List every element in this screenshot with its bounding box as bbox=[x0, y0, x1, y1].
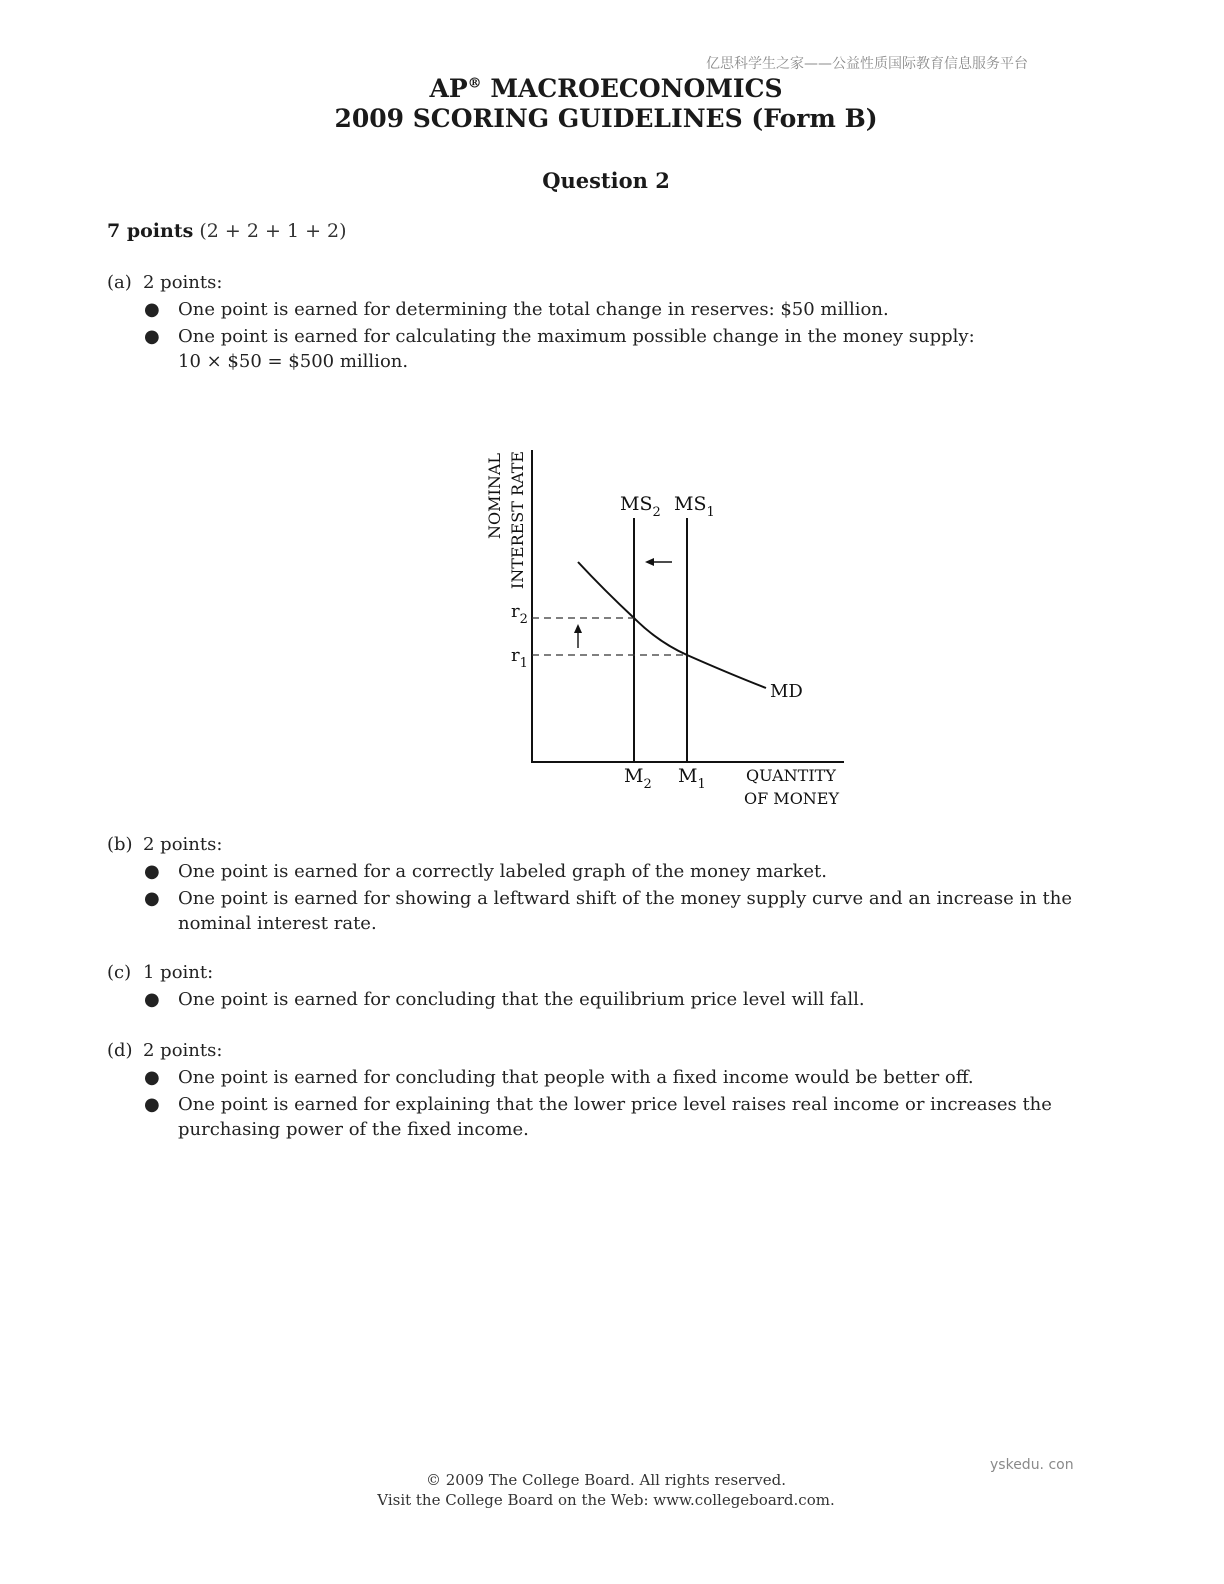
section-d-head bbox=[107, 1038, 1107, 1063]
bullet-icon: ● bbox=[144, 989, 160, 1010]
section-d bbox=[107, 1038, 1107, 1144]
md-label: MD bbox=[770, 681, 803, 702]
footer-copyright: © 2009 The College Board. All rights reserved. bbox=[426, 1471, 786, 1489]
bullet-icon: ● bbox=[144, 299, 160, 320]
list-item: ● One point is earned for a correctly labeled graph of the money market. bbox=[144, 861, 827, 882]
section-a-points: 2 points: bbox=[143, 272, 223, 293]
question-heading: Question 2 bbox=[542, 168, 670, 193]
section-c-points: 1 point: bbox=[143, 962, 214, 983]
bullet-icon: ● bbox=[144, 1094, 160, 1115]
y-axis-label-line2: INTEREST RATE bbox=[508, 450, 527, 590]
section-b-head bbox=[107, 832, 1107, 857]
section-c-head bbox=[107, 960, 1107, 985]
section-c bbox=[107, 960, 1107, 1014]
ms2-label: $MS_2$ bbox=[620, 493, 661, 520]
list-item: ● One point is earned for determining the total change in reserves: $50 million. bbox=[144, 299, 889, 320]
section-b-points: 2 points: bbox=[143, 834, 223, 855]
section-b bbox=[107, 832, 1107, 938]
section-d-label: (d) bbox=[107, 1040, 133, 1061]
list-item: ● One point is earned for explaining that the lower price level raises real income or increases the purchasing power of the fixed income. bbox=[144, 1094, 1052, 1140]
section-c-label: (c) bbox=[107, 962, 132, 983]
ms1-label: $MS_1$ bbox=[674, 493, 715, 520]
bullet-icon: ● bbox=[144, 326, 160, 347]
rate-up-arrowhead bbox=[574, 624, 582, 633]
bullet-icon: ● bbox=[144, 861, 160, 882]
section-d-bullets bbox=[107, 1065, 1107, 1142]
x-axis-label-line2: OF MONEY bbox=[744, 789, 840, 808]
total-points-detail: (2 + 2 + 1 + 2) bbox=[193, 220, 347, 242]
watermark-bottom: yskedu. con bbox=[990, 1457, 1074, 1473]
y-axis-label-line1: NOMINAL bbox=[485, 453, 504, 539]
section-b-label: (b) bbox=[107, 834, 133, 855]
footer-visit: Visit the College Board on the Web: www.collegeboard.com. bbox=[377, 1491, 835, 1509]
bullet-icon: ● bbox=[144, 1067, 160, 1088]
m2-label: $M_2$ bbox=[624, 765, 652, 792]
r2-label: $r_2$ bbox=[511, 601, 528, 627]
list-item: ● One point is earned for concluding that people with a fixed income would be better off. bbox=[144, 1067, 974, 1088]
section-d-points: 2 points: bbox=[143, 1040, 223, 1061]
bullet-icon: ● bbox=[144, 888, 160, 909]
page-title: AP® MACROECONOMICS bbox=[429, 74, 783, 103]
list-item: ● One point is earned for showing a leftward shift of the money supply curve and an increase in the nominal interest rate. bbox=[144, 888, 1073, 934]
shift-left-arrowhead bbox=[645, 558, 654, 566]
watermark-top: 亿思科学生之家——公益性质国际教育信息服务平台 bbox=[706, 56, 1028, 72]
list-item: ● One point is earned for concluding that the equilibrium price level will fall. bbox=[144, 989, 865, 1010]
section-a-continuation: 10 × $50 = $500 million. bbox=[178, 351, 409, 372]
section-c-bullets bbox=[107, 987, 1107, 1012]
x-axis-label-line1: QUANTITY bbox=[746, 766, 836, 785]
total-points-bold: 7 points bbox=[107, 220, 194, 242]
section-a-label: (a) bbox=[107, 272, 132, 293]
list-item: ● One point is earned for calculating the maximum possible change in the money supply: 10 × $50 = $500 million. bbox=[144, 326, 975, 372]
registered-mark: ® bbox=[467, 75, 482, 92]
r1-label: $r_1$ bbox=[511, 645, 528, 671]
section-b-bullets bbox=[107, 859, 1107, 936]
m1-label: $M_1$ bbox=[678, 765, 706, 792]
md-curve bbox=[578, 562, 766, 688]
page-subtitle: 2009 SCORING GUIDELINES (Form B) bbox=[334, 104, 878, 133]
